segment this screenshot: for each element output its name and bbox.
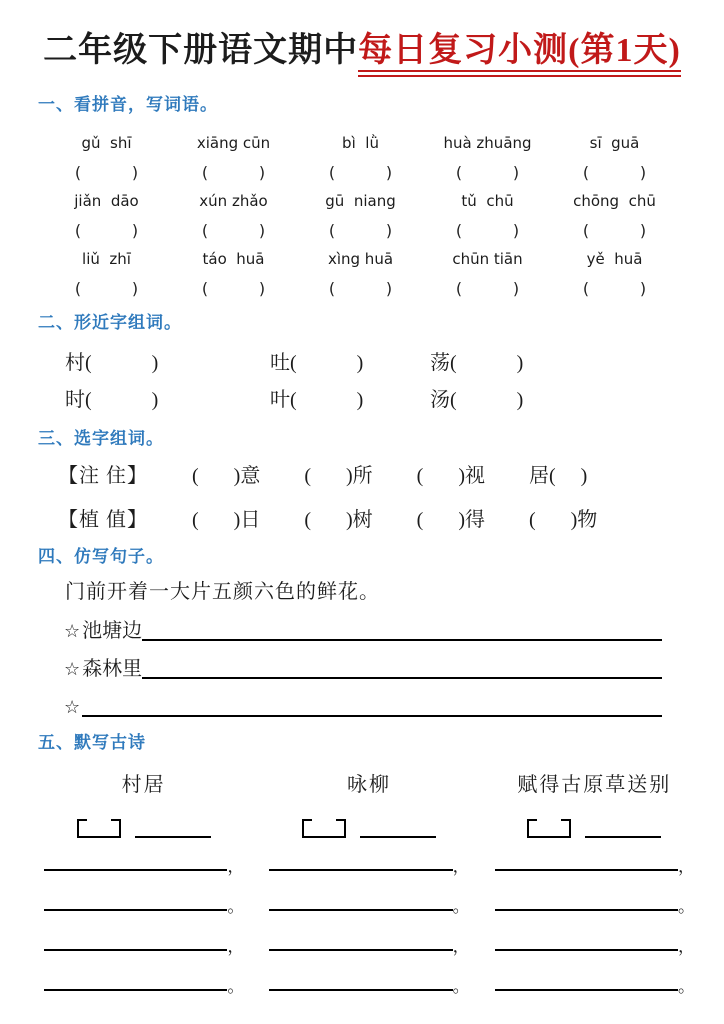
poem-line bbox=[44, 918, 243, 958]
example-sentence: 门前开着一大片五颜六色的鲜花。 bbox=[65, 581, 380, 604]
choices-bracket: 【植 值】 bbox=[58, 509, 148, 532]
poem-punct: ， bbox=[227, 937, 245, 957]
imitation-prompt bbox=[64, 618, 142, 645]
write-line bbox=[142, 639, 662, 641]
word-char: 村 bbox=[65, 352, 85, 375]
answer-parens: ( ) bbox=[201, 279, 266, 299]
answer-parens: ( ) bbox=[582, 279, 647, 299]
poem-punct: ， bbox=[677, 937, 695, 957]
pinyin-word: huà zhuāng bbox=[443, 134, 532, 153]
poem-punct: 。 bbox=[227, 977, 245, 997]
poem-punct: 。 bbox=[227, 897, 245, 917]
write-line bbox=[44, 989, 227, 991]
answer-parens: ( ) bbox=[450, 352, 524, 375]
poem-column bbox=[269, 771, 468, 998]
author-line bbox=[585, 819, 661, 838]
write-line bbox=[495, 949, 678, 951]
answer-parens: ( ) bbox=[85, 389, 159, 412]
section-2-heading: 二、形近字组词。 bbox=[38, 313, 182, 333]
pinyin-word: sī guā bbox=[589, 134, 640, 153]
write-line bbox=[269, 989, 452, 991]
write-line bbox=[495, 989, 678, 991]
answer-parens: ( ) bbox=[328, 279, 393, 299]
dynasty-bracket bbox=[527, 819, 571, 838]
answer-parens: ( ) bbox=[85, 352, 159, 375]
poem-column bbox=[495, 771, 694, 998]
word-cell bbox=[270, 345, 430, 382]
choose-item: ( )树 bbox=[304, 509, 373, 532]
choose-item: ( )视 bbox=[416, 465, 485, 488]
word-cell bbox=[65, 345, 270, 382]
pinyin-word: xiāng cūn bbox=[196, 134, 271, 153]
write-line bbox=[269, 949, 452, 951]
choose-item: ( )得 bbox=[416, 509, 485, 532]
pinyin-word: yě huā bbox=[586, 250, 643, 269]
section-3-heading: 三、选字组词。 bbox=[38, 429, 164, 449]
page-title-red: 每日复习小测(第1天) bbox=[358, 32, 681, 77]
dynasty-author-row bbox=[44, 814, 243, 838]
star-icon: ☆ bbox=[64, 659, 81, 681]
pinyin-word: xún zhǎo bbox=[199, 192, 268, 211]
write-line bbox=[269, 869, 452, 871]
imitation-prompt bbox=[64, 694, 82, 721]
pinyin-word: tǔ chū bbox=[461, 192, 514, 211]
author-line bbox=[135, 819, 211, 838]
pinyin-word: bì lǜ bbox=[342, 134, 379, 153]
choose-item: ( )意 bbox=[192, 465, 261, 488]
answer-parens: ( ) bbox=[328, 221, 393, 241]
answer-parens: ( ) bbox=[290, 389, 364, 412]
write-line bbox=[82, 715, 662, 717]
pinyin-grid bbox=[43, 129, 724, 303]
answer-parens: ( ) bbox=[450, 389, 524, 412]
page-title bbox=[0, 0, 724, 75]
answer-parens: ( ) bbox=[201, 163, 266, 183]
write-line bbox=[44, 909, 227, 911]
imitation-row bbox=[64, 645, 662, 683]
poem-grid bbox=[44, 771, 694, 998]
write-line bbox=[142, 677, 662, 679]
answer-parens: ( ) bbox=[328, 163, 393, 183]
word-cell bbox=[65, 382, 270, 419]
pinyin-word: liǔ zhī bbox=[82, 250, 131, 269]
pinyin-word: xìng huā bbox=[327, 250, 394, 269]
pinyin-word: chūn tiān bbox=[452, 250, 523, 269]
answer-parens: ( ) bbox=[582, 221, 647, 241]
choices-bracket: 【注 住】 bbox=[58, 465, 148, 488]
word-cell bbox=[430, 382, 724, 419]
section-1-heading: 一、看拼音，写词语。 bbox=[38, 95, 218, 115]
choose-row bbox=[58, 501, 724, 539]
poem-line bbox=[269, 878, 468, 918]
poem-punct: 。 bbox=[452, 977, 470, 997]
pinyin-word: chōng chū bbox=[573, 192, 656, 211]
write-line bbox=[269, 909, 452, 911]
choose-item: 居( ) bbox=[528, 465, 588, 488]
section-5-heading: 五、默写古诗 bbox=[38, 733, 146, 753]
prompt-text: 森林里 bbox=[82, 658, 143, 681]
poem-line bbox=[44, 958, 243, 998]
word-char: 汤 bbox=[430, 389, 450, 412]
word-cell bbox=[430, 345, 724, 382]
poem-line bbox=[495, 838, 694, 878]
answer-parens: ( ) bbox=[455, 279, 520, 299]
choose-item: ( )所 bbox=[304, 465, 373, 488]
answer-parens: ( ) bbox=[201, 221, 266, 241]
choose-item: ( )日 bbox=[192, 509, 261, 532]
answer-parens: ( ) bbox=[74, 279, 139, 299]
choose-row bbox=[58, 457, 724, 495]
pinyin-word: gū niang bbox=[325, 192, 396, 211]
imitation-row bbox=[64, 683, 662, 721]
answer-parens: ( ) bbox=[582, 163, 647, 183]
section-4-heading: 四、仿写句子。 bbox=[38, 547, 164, 567]
prompt-text: 池塘边 bbox=[82, 620, 143, 643]
answer-parens: ( ) bbox=[290, 352, 364, 375]
poem-line bbox=[269, 838, 468, 878]
poem-line bbox=[495, 958, 694, 998]
pinyin-word: jiǎn dāo bbox=[74, 192, 139, 211]
poem-punct: ， bbox=[452, 857, 470, 877]
poem-line bbox=[269, 958, 468, 998]
choose-item: ( )物 bbox=[528, 509, 598, 532]
answer-parens: ( ) bbox=[74, 221, 139, 241]
word-cell bbox=[270, 382, 430, 419]
answer-parens: ( ) bbox=[455, 163, 520, 183]
answer-parens: ( ) bbox=[74, 163, 139, 183]
star-icon: ☆ bbox=[64, 621, 81, 643]
poem-punct: 。 bbox=[677, 977, 695, 997]
dynasty-bracket bbox=[302, 819, 346, 838]
poem-punct: 。 bbox=[452, 897, 470, 917]
pinyin-word: táo huā bbox=[202, 250, 265, 269]
near-words-grid bbox=[65, 345, 724, 419]
pinyin-word: gǔ shī bbox=[81, 134, 132, 153]
poem-line bbox=[44, 838, 243, 878]
word-char: 叶 bbox=[270, 389, 290, 412]
author-line bbox=[360, 819, 436, 838]
write-line bbox=[44, 869, 227, 871]
star-icon: ☆ bbox=[64, 697, 81, 719]
poem-line bbox=[495, 878, 694, 918]
word-char: 吐 bbox=[270, 352, 290, 375]
poem-line bbox=[495, 918, 694, 958]
dynasty-bracket bbox=[77, 819, 121, 838]
poem-column bbox=[44, 771, 243, 998]
poem-punct: ， bbox=[227, 857, 245, 877]
poem-title: 咏柳 bbox=[346, 774, 391, 797]
page-title-black: 二年级下册语文期中 bbox=[43, 32, 359, 69]
poem-line bbox=[269, 918, 468, 958]
poem-title: 村居 bbox=[121, 774, 166, 797]
write-line bbox=[495, 869, 678, 871]
dynasty-author-row bbox=[269, 814, 468, 838]
dynasty-author-row bbox=[495, 814, 694, 838]
imitation-prompt bbox=[64, 656, 142, 683]
word-char: 时 bbox=[65, 389, 85, 412]
imitation-row bbox=[64, 607, 662, 645]
poem-punct: 。 bbox=[677, 897, 695, 917]
poem-punct: ， bbox=[452, 937, 470, 957]
poem-line bbox=[44, 878, 243, 918]
answer-parens: ( ) bbox=[455, 221, 520, 241]
write-line bbox=[495, 909, 678, 911]
poem-title: 赋得古原草送别 bbox=[517, 774, 672, 797]
write-line bbox=[44, 949, 227, 951]
word-char: 荡 bbox=[430, 352, 450, 375]
poem-punct: ， bbox=[677, 857, 695, 877]
